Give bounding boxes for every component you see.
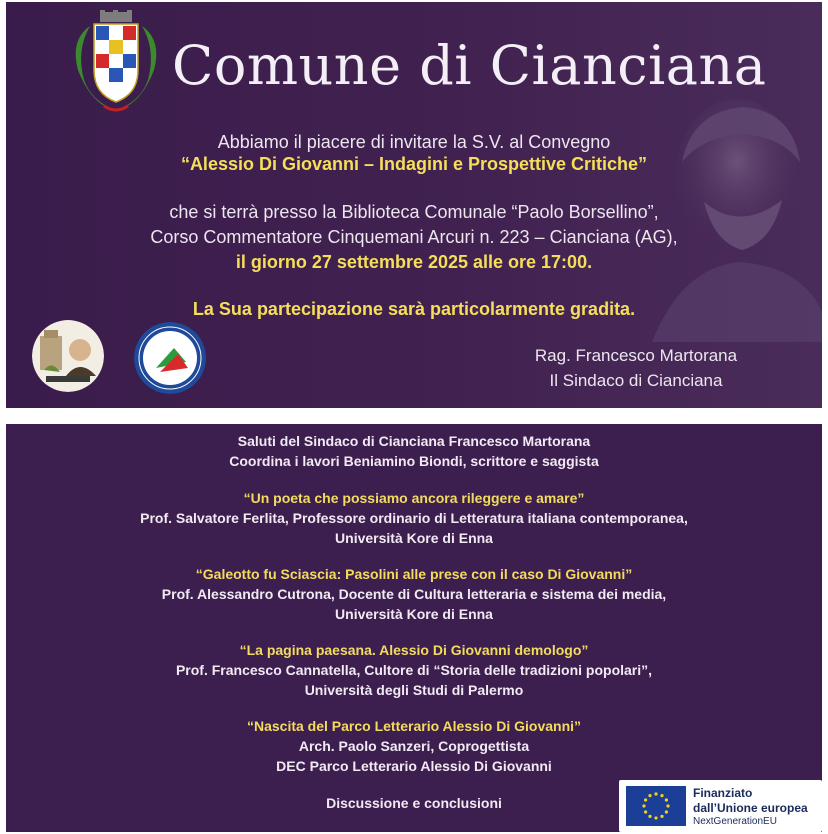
program-opening-2: Coordina i lavori Beniamino Biondi, scrittore e saggista <box>229 453 599 469</box>
invitation-intro: Abbiamo il piacere di invitare la S.V. al Convegno <box>217 132 611 152</box>
eu-badge-line-1: Finanziato <box>693 786 753 800</box>
talk-3-affiliation: Università degli Studi di Palermo <box>304 682 524 698</box>
talk-2-speaker: Prof. Alessandro Cutrona, Docente di Cultura letteraria e sistema dei media, <box>161 586 667 602</box>
talk-4-title: “Nascita del Parco Letterario Alessio Di Giovanni” <box>246 718 582 734</box>
signature-role: Il Sindaco di Cianciana <box>549 371 723 390</box>
event-date: il giorno 27 settembre 2025 alle ore 17:00. <box>235 252 593 272</box>
eu-badge-line-2: dall’Unione europea <box>693 801 808 815</box>
eu-funding-badge <box>619 780 822 832</box>
venue-line-2: Corso Commentatore Cinquemani Arcuri n. 223 – Cianciana (AG), <box>150 227 678 247</box>
talk-4-affiliation: DEC Parco Letterario Alessio Di Giovanni <box>276 758 552 774</box>
program-closing: Discussione e conclusioni <box>326 795 502 811</box>
closing-note: La Sua partecipazione sarà particolarmente gradita. <box>192 299 636 319</box>
talk-1-speaker: Prof. Salvatore Ferlita, Professore ordinario di Letteratura italiana contemporanea, <box>140 510 688 526</box>
talk-1-title: “Un poeta che possiamo ancora rileggere e amare” <box>243 490 585 506</box>
signature-name: Rag. Francesco Martorana <box>534 346 738 365</box>
talk-4-speaker: Arch. Paolo Sanzeri, Coprogettista <box>298 738 530 754</box>
talk-3-speaker: Prof. Francesco Cannatella, Cultore di “Storia delle tradizioni popolari”, <box>175 662 653 678</box>
venue-line-1: che si terrà presso la Biblioteca Comunale “Paolo Borsellino”, <box>169 202 659 222</box>
talk-3-title: “La pagina paesana. Alessio Di Giovanni demologo” <box>239 642 589 658</box>
program-opening-1: Saluti del Sindaco di Cianciana Francesco Martorana <box>237 433 591 449</box>
program-card <box>6 424 822 832</box>
sports-entity-logo-icon <box>134 322 206 394</box>
municipal-crest-icon <box>68 10 164 122</box>
literary-park-logo-icon <box>32 320 104 392</box>
event-title: “Alessio Di Giovanni – Indagini e Prospettive Critiche” <box>180 154 648 174</box>
talk-2-title: “Galeotto fu Sciascia: Pasolini alle prese con il caso Di Giovanni” <box>195 566 633 582</box>
invitation-card <box>6 2 822 408</box>
eu-flag-icon <box>626 786 686 826</box>
talk-1-affiliation: Università Kore di Enna <box>335 530 493 546</box>
eu-badge-line-3: NextGenerationEU <box>693 816 777 827</box>
page-title: Comune di Cianciana <box>172 34 767 97</box>
talk-2-affiliation: Università Kore di Enna <box>335 606 493 622</box>
